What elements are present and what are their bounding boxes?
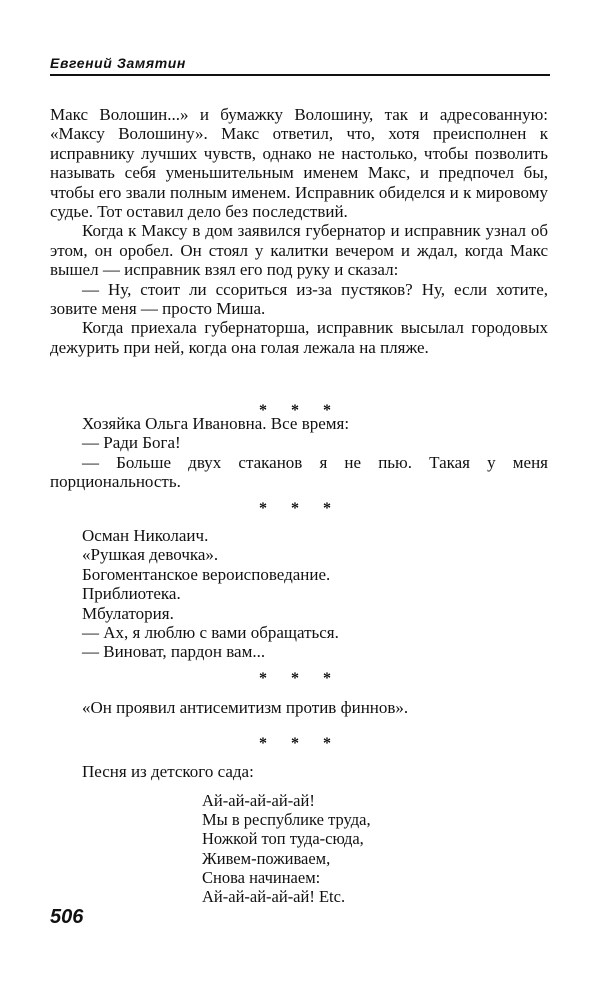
text-section-4 — [50, 698, 548, 717]
section-separator-4: * * * — [259, 735, 341, 752]
paragraph-12: Мбулатория. — [82, 603, 174, 623]
verse-line-5: Снова начинаем: — [202, 867, 321, 887]
section-separator-3: * * * — [259, 670, 341, 687]
paragraph-5: Хозяйка Ольга Ивановна. Все время: — [82, 414, 350, 433]
verse-line-6: Ай-ай-ай-ай-ай! Etc. — [202, 887, 346, 907]
paragraph-6: — Ради Бога! — [82, 433, 181, 453]
verse-line-2: Мы в республике труда, — [202, 810, 371, 830]
song-verse — [202, 791, 371, 906]
paragraph-2: Когда к Максу в дом заявился губернатор и исправник узнал об этом, он оробел. Он стоял у калитки вечером и ждал, когда Макс вышел — исправник взял его под руку и сказал: — [50, 221, 548, 280]
text-section-5 — [50, 762, 548, 781]
section-separator-1: * * * — [259, 402, 341, 419]
paragraph-3: — Ну, стоит ли ссориться из-за пустяков? Ну, если хотите, зовите меня — просто Миша. — [50, 279, 548, 319]
verse-line-3: Ножкой топ туда-сюда, — [202, 829, 364, 849]
paragraph-10: Богоментанское вероисповедание. — [82, 564, 331, 584]
text-section-3 — [50, 526, 548, 662]
paragraph-16: Песня из детского сада: — [82, 762, 254, 781]
verse-line-1: Ай-ай-ай-ай-ай! — [202, 791, 315, 810]
paragraph-7: — Больше двух стаканов я не пью. Такая у меня порциональность. — [50, 452, 548, 492]
paragraph-8: Осман Николаич. — [82, 526, 209, 545]
verse-line-4: Живем-поживаем, — [202, 848, 331, 868]
paragraph-11: Приблиотека. — [82, 584, 181, 604]
paragraph-13: — Ах, я люблю с вами обращаться. — [82, 623, 339, 643]
paragraph-1: Макс Волошин...» и бумажку Волошину, так и адресованную: «Максу Волошину». Макс ответил, что, хотя преисполнен к исправнику лучших чувств, однако не настолько, чтобы позволить называть себя уменьшительным именем Макс, и предпочел бы, чтобы его звали полным именем. Исправник обиделся и к мировому судье. Тот оставил дело без последствий. — [50, 105, 548, 222]
page-number: 506 — [50, 906, 84, 928]
paragraph-4: Когда приехала губернаторша, исправник высылал городовых дежурить при ней, когда она голая лежала на пляже. — [50, 318, 548, 357]
text-section-1 — [50, 105, 548, 357]
paragraph-9: «Рушкая девочка». — [82, 545, 219, 565]
paragraph-15: «Он проявил антисемитизм против финнов». — [82, 698, 409, 717]
header-rule — [50, 74, 550, 76]
section-separator-2: * * * — [259, 500, 341, 517]
running-head-author: Евгений Замятин — [50, 55, 186, 71]
paragraph-14: — Виноват, пардон вам... — [82, 642, 266, 662]
text-section-2 — [50, 414, 548, 492]
